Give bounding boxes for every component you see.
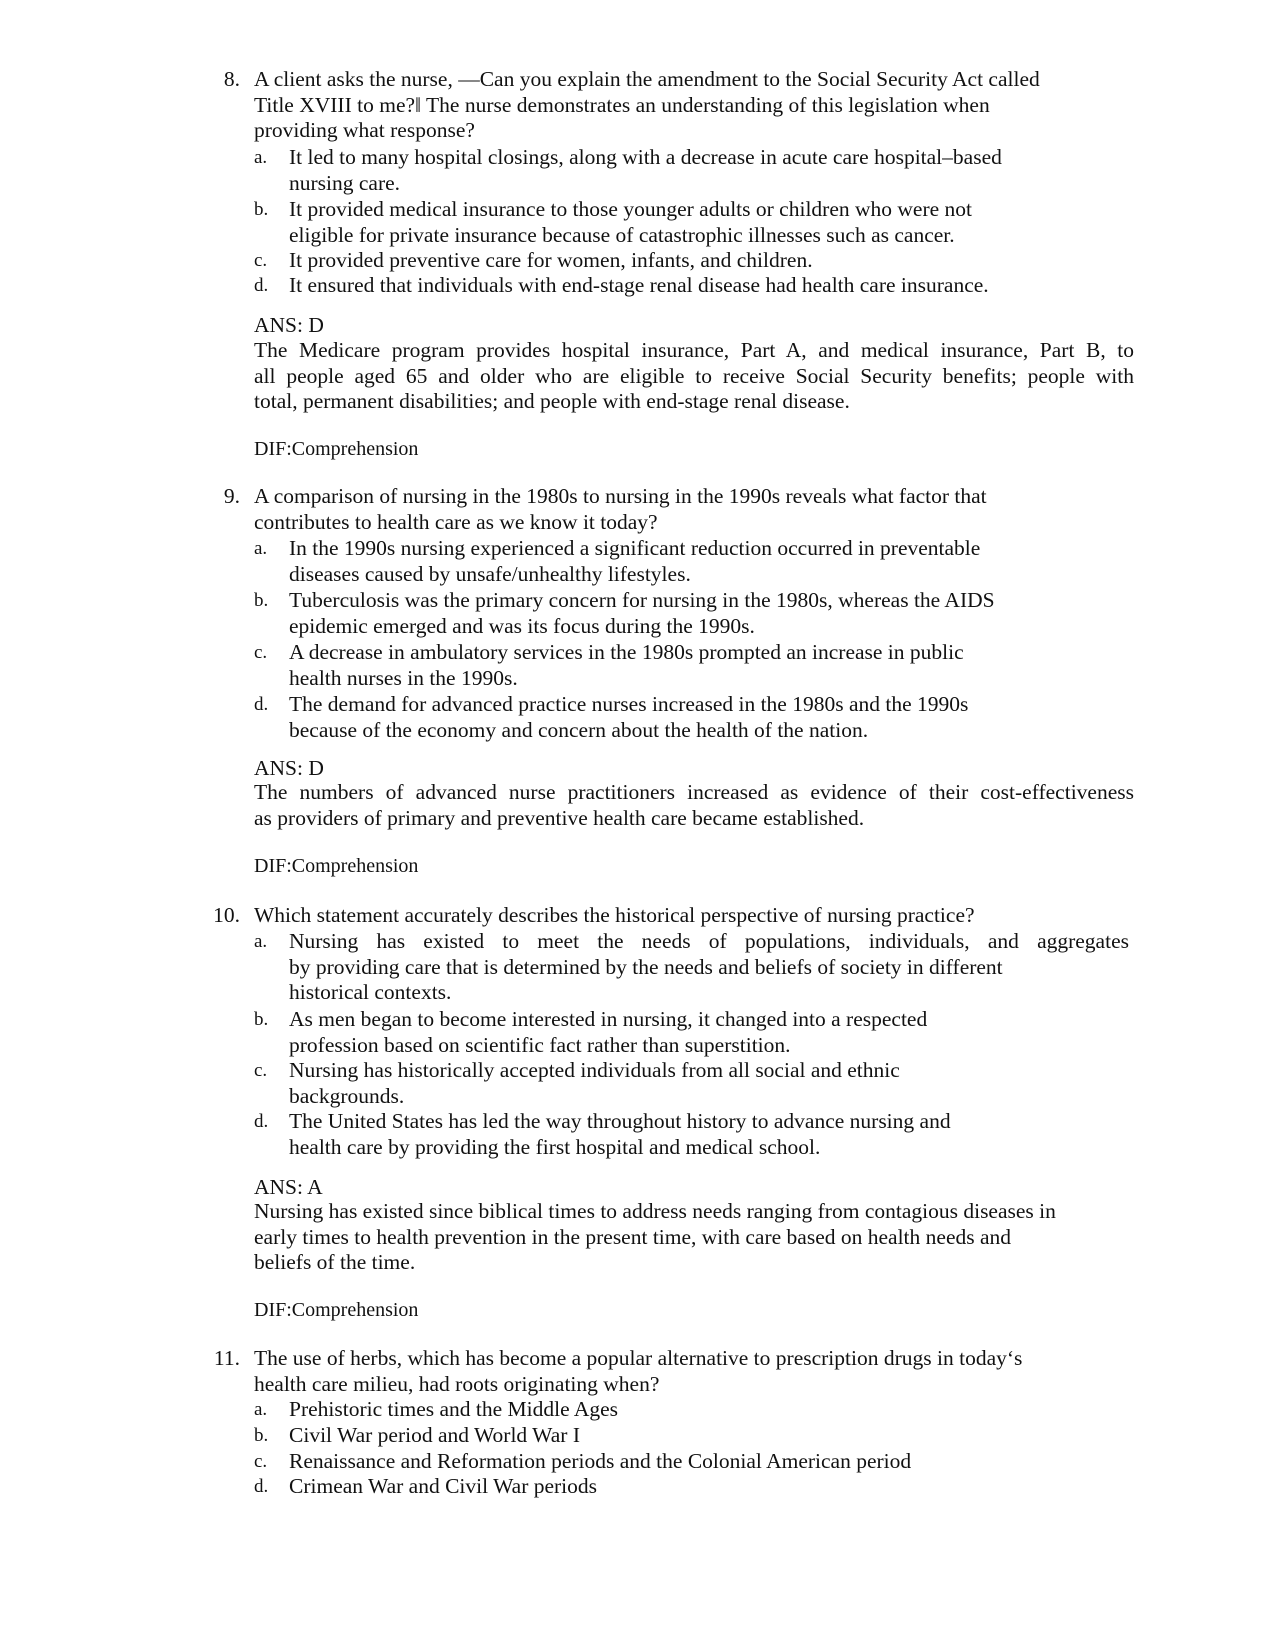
rationale-line: all people aged 65 and older who are eligible to receive Social Security benefits; people with	[254, 363, 1134, 388]
option-text	[289, 1007, 1129, 1058]
option-line: A decrease in ambulatory services in the 1980s prompted an increase in public	[289, 640, 964, 664]
question-number: 11.	[213, 1346, 240, 1370]
stem-line: Title XVIII to me?‖ The nurse demonstrates an understanding of this legislation when	[254, 92, 990, 117]
option-line: It led to many hospital closings, along with a decrease in acute care hospital–based	[289, 145, 1002, 169]
rationale-line: early times to health prevention in the present time, with care based on health needs and	[254, 1224, 1012, 1249]
option-line: It ensured that individuals with end-stage renal disease had health care insurance.	[289, 273, 989, 297]
option-text	[289, 197, 1129, 248]
option-line: backgrounds.	[289, 1083, 405, 1108]
question-number: 8.	[223, 67, 240, 91]
option-line: eligible for private insurance because of catastrophic illnesses such as cancer.	[289, 222, 955, 247]
option-letter: c.	[254, 1060, 268, 1081]
option-line: by providing care that is determined by the needs and beliefs of society in different	[289, 954, 1003, 979]
option-line: profession based on scientific fact rather than superstition.	[289, 1032, 791, 1057]
option-line: epidemic emerged and was its focus during the 1990s.	[289, 613, 755, 638]
option-text	[289, 1423, 1129, 1449]
stem-line: The use of herbs, which has become a popular alternative to prescription drugs in today‘s	[254, 1346, 1023, 1370]
option-line: It provided preventive care for women, infants, and children.	[289, 248, 813, 272]
option-text	[289, 273, 1129, 299]
option-line: As men began to become interested in nursing, it changed into a respected	[289, 1007, 928, 1031]
question-number: 10.	[213, 903, 240, 927]
option-text	[289, 1449, 1129, 1475]
option-line: historical contexts.	[289, 980, 452, 1004]
question-stem	[254, 484, 1134, 535]
rationale-line: The Medicare program provides hospital insurance, Part A, and medical insurance, Part B, to	[254, 338, 1134, 362]
option-line: because of the economy and concern about the health of the nation.	[289, 717, 869, 742]
option-letter: c.	[254, 250, 268, 271]
question-stem	[254, 1346, 1134, 1397]
option-letter: d.	[254, 1476, 269, 1497]
option-line: The demand for advanced practice nurses increased in the 1980s and the 1990s	[289, 692, 969, 716]
option-text	[289, 588, 1129, 639]
question-stem	[254, 67, 1134, 144]
option-text	[289, 929, 1129, 1006]
option-line: Nursing has existed to meet the needs of populations, individuals, and aggregates	[289, 929, 1129, 953]
stem-line: A client asks the nurse, —Can you explain the amendment to the Social Security Act called	[254, 67, 1040, 91]
rationale	[254, 338, 1134, 415]
question-stem	[254, 903, 1134, 929]
option-text	[289, 1109, 1129, 1160]
option-line: Crimean War and Civil War periods	[289, 1474, 598, 1498]
option-text	[289, 1058, 1129, 1109]
option-letter: b.	[254, 1009, 269, 1030]
answer-key: ANS: A	[254, 1175, 323, 1199]
stem-line: contributes to health care as we know it today?	[254, 509, 658, 534]
option-letter: c.	[254, 642, 268, 663]
rationale-line: as providers of primary and preventive health care became established.	[254, 805, 865, 830]
option-text	[289, 1474, 1129, 1500]
option-line: Prehistoric times and the Middle Ages	[289, 1397, 619, 1421]
rationale	[254, 780, 1134, 831]
rationale-line: The numbers of advanced nurse practitioners increased as evidence of their cost-effectiveness	[254, 780, 1134, 804]
option-letter: c.	[254, 1451, 268, 1472]
rationale-line: beliefs of the time.	[254, 1250, 416, 1274]
stem-line: providing what response?	[254, 118, 475, 142]
option-line: Tuberculosis was the primary concern for nursing in the 1980s, whereas the AIDS	[289, 588, 995, 612]
stem-line: health care milieu, had roots originating when?	[254, 1371, 660, 1396]
option-text	[289, 536, 1129, 587]
stem-line: Which statement accurately describes the historical perspective of nursing practice?	[254, 903, 975, 927]
option-line: health care by providing the first hospital and medical school.	[289, 1134, 821, 1159]
option-letter: a.	[254, 538, 268, 559]
option-letter: d.	[254, 1111, 269, 1132]
option-line: diseases caused by unsafe/unhealthy lifestyles.	[289, 561, 691, 586]
option-line: Renaissance and Reformation periods and the Colonial American period	[289, 1449, 912, 1473]
question-number: 9.	[223, 484, 240, 508]
option-letter: a.	[254, 1399, 268, 1420]
rationale	[254, 1199, 1134, 1276]
option-letter: a.	[254, 931, 268, 952]
option-letter: b.	[254, 199, 269, 220]
answer-key: ANS: D	[254, 756, 324, 780]
option-text	[289, 248, 1129, 274]
difficulty-label: DIF:Comprehension	[254, 1299, 419, 1321]
option-line: health nurses in the 1990s.	[289, 665, 518, 690]
option-letter: d.	[254, 275, 269, 296]
rationale-line: Nursing has existed since biblical times to address needs ranging from contagious diseases in	[254, 1199, 1056, 1223]
option-text	[289, 692, 1129, 743]
option-letter: b.	[254, 590, 269, 611]
difficulty-label: DIF:Comprehension	[254, 438, 419, 460]
option-text	[289, 1397, 1129, 1423]
option-text	[289, 640, 1129, 691]
option-letter: d.	[254, 694, 269, 715]
option-line: In the 1990s nursing experienced a significant reduction occurred in preventable	[289, 536, 981, 560]
option-line: Nursing has historically accepted individuals from all social and ethnic	[289, 1058, 900, 1082]
answer-key: ANS: D	[254, 313, 324, 337]
option-text	[289, 145, 1129, 196]
option-line: The United States has led the way throughout history to advance nursing and	[289, 1109, 951, 1133]
option-line: Civil War period and World War I	[289, 1423, 580, 1447]
stem-line: A comparison of nursing in the 1980s to nursing in the 1990s reveals what factor that	[254, 484, 987, 508]
rationale-line: total, permanent disabilities; and people with end-stage renal disease.	[254, 389, 850, 413]
difficulty-label: DIF:Comprehension	[254, 855, 419, 877]
option-line: nursing care.	[289, 170, 401, 195]
option-letter: b.	[254, 1425, 269, 1446]
option-line: It provided medical insurance to those younger adults or children who were not	[289, 197, 973, 221]
option-letter: a.	[254, 147, 268, 168]
